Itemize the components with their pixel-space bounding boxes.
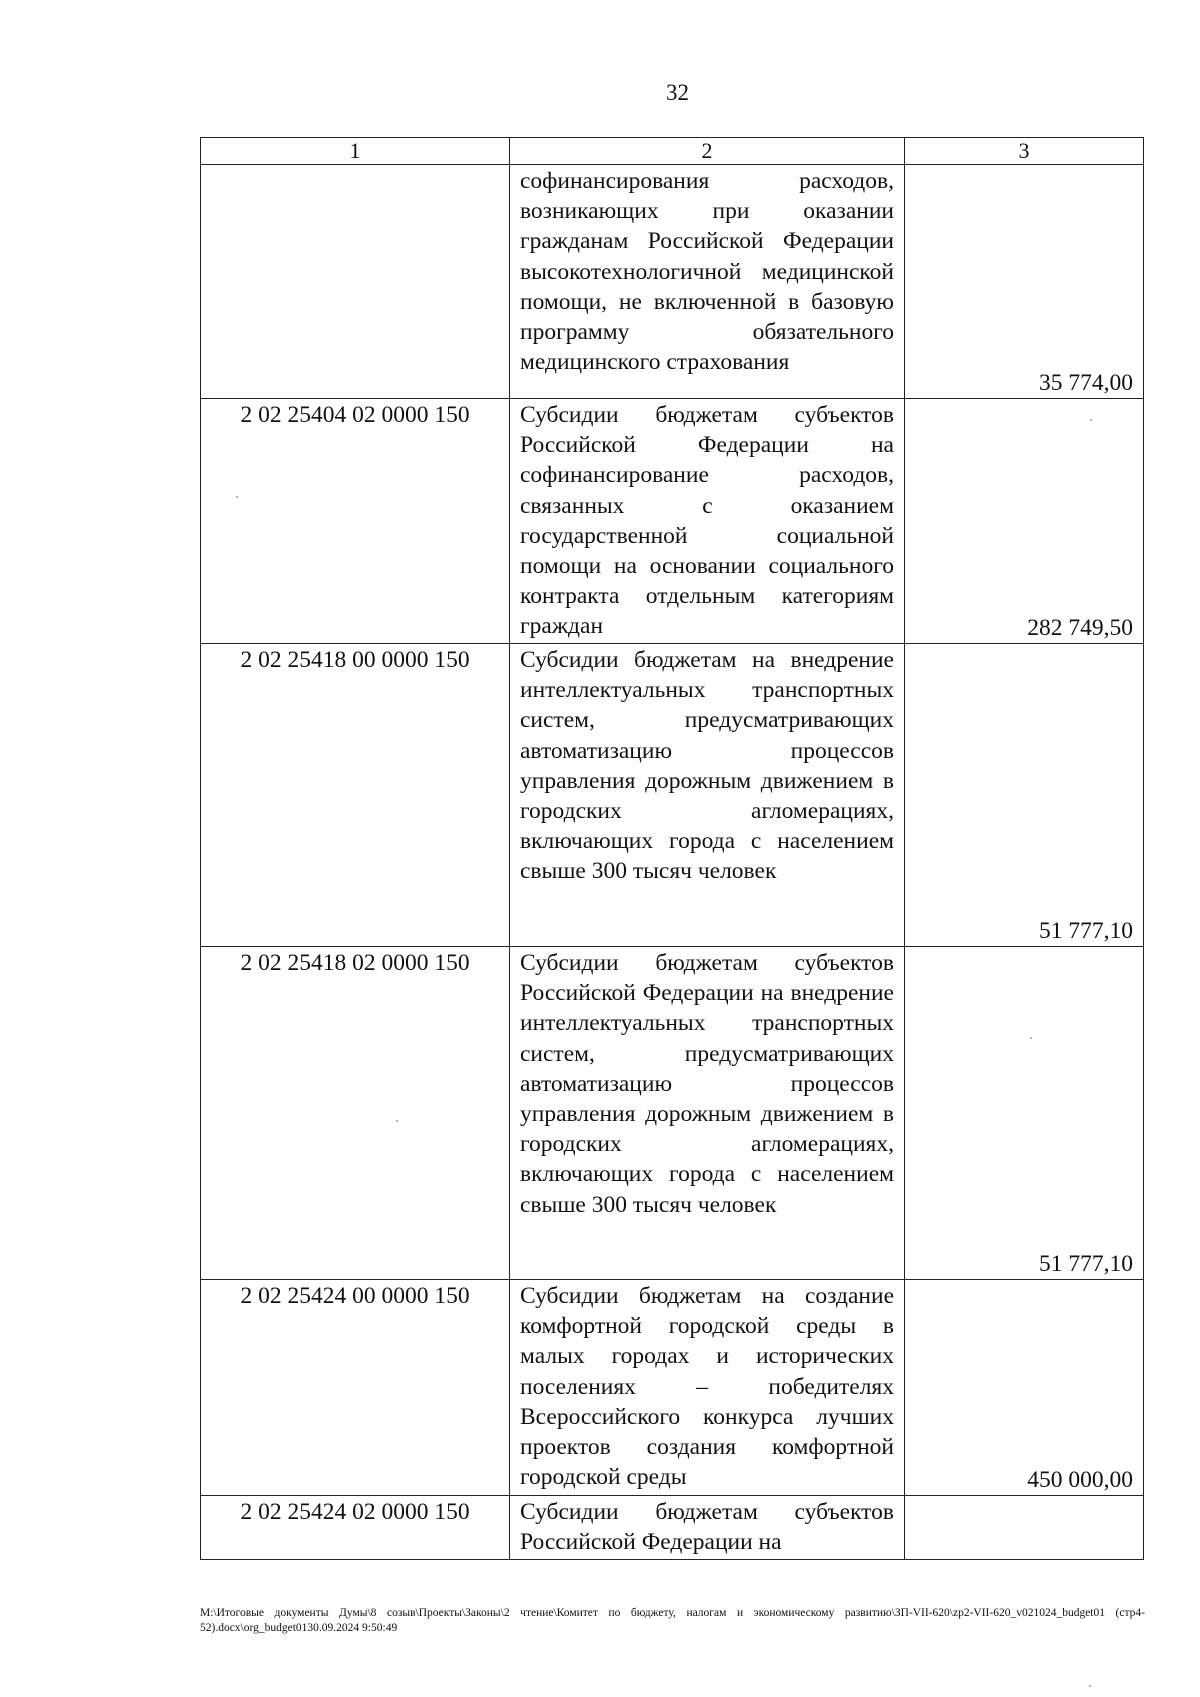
scan-speck bbox=[1089, 1685, 1091, 1687]
budget-description: Субсидии бюджетам субъектов Российской Федерации на bbox=[510, 1496, 905, 1560]
scan-speck bbox=[396, 1120, 398, 1122]
budget-amount: 282 749,50 bbox=[905, 399, 1144, 644]
budget-amount: 450 000,00 bbox=[905, 1280, 1144, 1496]
table-row bbox=[201, 165, 1144, 399]
page-number: 32 bbox=[666, 80, 689, 105]
table-row bbox=[201, 1496, 1144, 1560]
column-header-3: 3 bbox=[905, 138, 1144, 165]
budget-description: Субсидии бюджетам на создание комфортной городской среды в малых городах и исторических поселениях – победителях Всероссийского конкурса лучших проектов создания комфортной городской среды bbox=[510, 1280, 905, 1496]
table-row bbox=[201, 1280, 1144, 1496]
budget-code: 2 02 25418 00 0000 150 bbox=[201, 644, 510, 947]
budget-code: 2 02 25404 02 0000 150 bbox=[201, 399, 510, 644]
budget-description: софинансирования расходов, возникающих при оказании гражданам Российской Федерации высокотехнологичной медицинской помощи, не включенной в базовую программу обязательного медицинского страхования bbox=[510, 165, 905, 399]
budget-code: 2 02 25424 02 0000 150 bbox=[201, 1496, 510, 1560]
budget-code bbox=[201, 165, 510, 399]
budget-code: 2 02 25424 00 0000 150 bbox=[201, 1280, 510, 1496]
column-header-2: 2 bbox=[510, 138, 905, 165]
budget-description: Субсидии бюджетам субъектов Российской Федерации на внедрение интеллектуальных транспортных систем, предусматривающих автоматизацию процессов управления дорожным движением в городских агломерациях, включающих города с населением свыше 300 тысяч человек bbox=[510, 947, 905, 1280]
scan-speck bbox=[236, 496, 238, 498]
table-header-row bbox=[201, 138, 1144, 165]
budget-amount: 35 774,00 bbox=[905, 165, 1144, 399]
budget-amount: 51 777,10 bbox=[905, 947, 1144, 1280]
scan-speck bbox=[1090, 419, 1092, 421]
budget-code: 2 02 25418 02 0000 150 bbox=[201, 947, 510, 1280]
budget-amount: 51 777,10 bbox=[905, 644, 1144, 947]
table-row bbox=[201, 399, 1144, 644]
budget-description: Субсидии бюджетам на внедрение интеллектуальных транспортных систем, предусматривающих автоматизацию процессов управления дорожным движением в городских агломерациях, включающих города с населением свыше 300 тысяч человек bbox=[510, 644, 905, 947]
document-file-path-footer: M:\Итоговые документы Думы\8 созыв\Проекты\Законы\2 чтение\Комитет по бюджету, налогам и экономическому развитию\ЗП-VII-620\zp2-VII-620_v021024_budget01 (стр4-52).docx\org_budget0130.09.2024 9:50:49 bbox=[200, 1607, 1145, 1634]
budget-amount bbox=[905, 1496, 1144, 1560]
table-row bbox=[201, 644, 1144, 947]
scan-speck bbox=[1030, 1037, 1032, 1039]
table-row bbox=[201, 947, 1144, 1280]
column-header-1: 1 bbox=[201, 138, 510, 165]
budget-description: Субсидии бюджетам субъектов Российской Федерации на софинансирование расходов, связанных с оказанием государственной социальной помощи на основании социального контракта отдельным категориям граждан bbox=[510, 399, 905, 644]
budget-table bbox=[200, 137, 1144, 1560]
